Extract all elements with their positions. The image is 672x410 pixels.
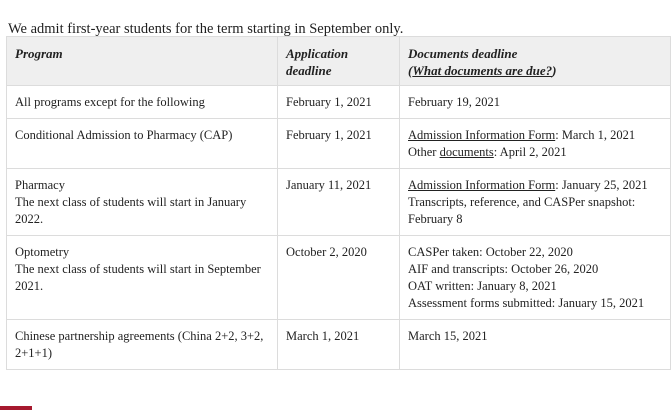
program-cell: Optometry The next class of students will start in September 2021. bbox=[7, 236, 278, 320]
admission-information-form-link[interactable]: Admission Information Form bbox=[408, 128, 556, 142]
table-row bbox=[7, 236, 671, 320]
header-documents-deadline: Documents deadline (What documents are due?) bbox=[400, 37, 671, 86]
program-cell: Conditional Admission to Pharmacy (CAP) bbox=[7, 119, 278, 169]
documents-deadline-cell: February 19, 2021 bbox=[400, 86, 671, 119]
program-cell: Pharmacy The next class of students will start in January 2022. bbox=[7, 169, 278, 236]
documents-deadline-cell: CASPer taken: October 22, 2020 AIF and transcripts: October 26, 2020 OAT written: January 8, 2021 Assessment forms submitted: January 15, 2021 bbox=[400, 236, 671, 320]
table-row bbox=[7, 320, 671, 370]
application-deadline-cell: March 1, 2021 bbox=[278, 320, 400, 370]
application-deadline-cell: February 1, 2021 bbox=[278, 119, 400, 169]
table-row bbox=[7, 86, 671, 119]
documents-link[interactable]: documents bbox=[439, 145, 494, 159]
accent-bar bbox=[0, 406, 32, 410]
program-cell: Chinese partnership agreements (China 2+2, 3+2, 2+1+1) bbox=[7, 320, 278, 370]
application-deadline-cell: October 2, 2020 bbox=[278, 236, 400, 320]
table-row bbox=[7, 169, 671, 236]
documents-deadline-cell: Admission Information Form: March 1, 2021 Other documents: April 2, 2021 bbox=[400, 119, 671, 169]
application-deadline-cell: February 1, 2021 bbox=[278, 86, 400, 119]
table-row bbox=[7, 119, 671, 169]
what-documents-link[interactable]: What documents are due? bbox=[412, 63, 553, 78]
application-deadline-cell: January 11, 2021 bbox=[278, 169, 400, 236]
intro-text: We admit first-year students for the term starting in September only. bbox=[8, 20, 404, 37]
header-application-deadline: Application deadline bbox=[278, 37, 400, 86]
program-cell: All programs except for the following bbox=[7, 86, 278, 119]
documents-deadline-cell: March 15, 2021 bbox=[400, 320, 671, 370]
deadlines-table bbox=[6, 36, 671, 370]
admission-information-form-link[interactable]: Admission Information Form bbox=[408, 178, 556, 192]
header-program: Program bbox=[7, 37, 278, 86]
documents-deadline-cell: Admission Information Form: January 25, 2021 Transcripts, reference, and CASPer snapshot: February 8 bbox=[400, 169, 671, 236]
table-header-row bbox=[7, 37, 671, 86]
